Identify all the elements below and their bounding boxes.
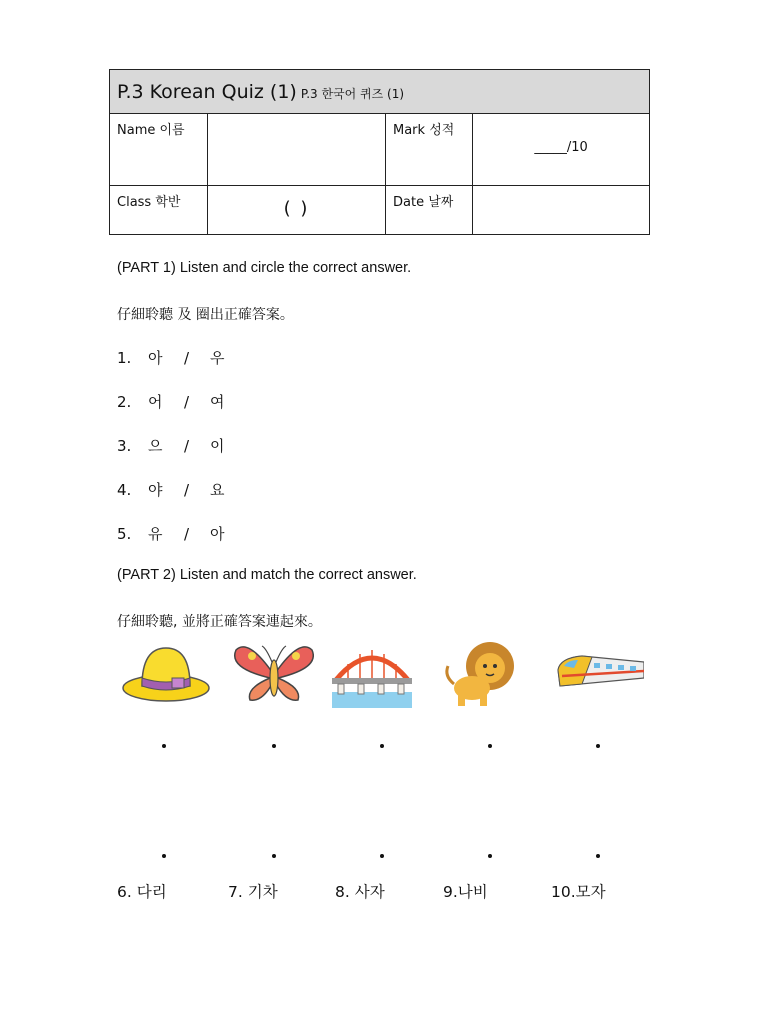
option-b[interactable]: 아 bbox=[210, 525, 225, 543]
question-number: 3. bbox=[117, 437, 132, 455]
match-dot-top-3[interactable] bbox=[380, 744, 384, 748]
option-a[interactable]: 유 bbox=[148, 525, 163, 543]
match-dot-top-1[interactable] bbox=[162, 744, 166, 748]
match-dot-bottom-4[interactable] bbox=[488, 854, 492, 858]
date-label: Date 날짜 bbox=[386, 186, 473, 235]
name-label: Name 이름 bbox=[110, 114, 208, 186]
quiz-title: P.3 Korean Quiz (1) bbox=[117, 80, 297, 103]
separator: / bbox=[184, 393, 190, 411]
match-dot-bottom-2[interactable] bbox=[272, 854, 276, 858]
question-number: 5. bbox=[117, 525, 132, 543]
bridge-picture bbox=[332, 640, 424, 708]
option-a[interactable]: 아 bbox=[148, 349, 163, 367]
question-4 bbox=[117, 479, 225, 500]
train-picture bbox=[552, 640, 644, 708]
part1-instruction: (PART 1) Listen and circle the correct answer. bbox=[117, 260, 412, 276]
question-3 bbox=[117, 435, 225, 456]
class-field[interactable] bbox=[208, 186, 386, 235]
option-a[interactable]: 야 bbox=[148, 481, 163, 499]
part2-instruction: (PART 2) Listen and match the correct answer. bbox=[117, 567, 417, 583]
option-b[interactable]: 요 bbox=[210, 481, 225, 499]
answer-7: 7. 기차 bbox=[228, 883, 278, 901]
question-1 bbox=[117, 347, 225, 368]
separator: / bbox=[184, 481, 190, 499]
option-a[interactable]: 으 bbox=[148, 437, 163, 455]
option-a[interactable]: 어 bbox=[148, 393, 163, 411]
match-dot-top-4[interactable] bbox=[488, 744, 492, 748]
date-field[interactable] bbox=[473, 186, 650, 235]
mark-field[interactable] bbox=[473, 114, 650, 186]
question-5 bbox=[117, 523, 225, 544]
separator: / bbox=[184, 349, 190, 367]
separator: / bbox=[184, 437, 190, 455]
question-number: 1. bbox=[117, 349, 132, 367]
match-dot-bottom-5[interactable] bbox=[596, 854, 600, 858]
part2-instruction-zh: 仔細聆聽, 並將正確答案連起來。 bbox=[117, 614, 322, 630]
match-dot-top-2[interactable] bbox=[272, 744, 276, 748]
mark-label: Mark 성적 bbox=[386, 114, 473, 186]
separator: / bbox=[184, 525, 190, 543]
hat-picture bbox=[120, 640, 212, 708]
question-2 bbox=[117, 391, 225, 412]
header-table bbox=[109, 69, 650, 235]
title-cell bbox=[110, 70, 650, 114]
option-b[interactable]: 우 bbox=[210, 349, 225, 367]
butterfly-picture bbox=[228, 640, 320, 708]
class-label: Class 학반 bbox=[110, 186, 208, 235]
match-dot-bottom-1[interactable] bbox=[162, 854, 166, 858]
quiz-title-korean: P.3 한국어 퀴즈 (1) bbox=[300, 86, 405, 101]
match-dot-top-5[interactable] bbox=[596, 744, 600, 748]
option-b[interactable]: 여 bbox=[210, 393, 225, 411]
part1-instruction-zh: 仔細聆聽 及 圈出正確答案。 bbox=[117, 307, 294, 323]
question-number: 2. bbox=[117, 393, 132, 411]
answer-6: 6. 다리 bbox=[117, 883, 167, 901]
answer-8: 8. 사자 bbox=[335, 883, 385, 901]
match-dot-bottom-3[interactable] bbox=[380, 854, 384, 858]
mark-value: _____/10 bbox=[534, 140, 588, 155]
picture-row bbox=[0, 640, 768, 710]
lion-picture bbox=[440, 640, 532, 708]
option-b[interactable]: 이 bbox=[210, 437, 225, 455]
answer-9: 9.나비 bbox=[443, 883, 488, 901]
name-field[interactable] bbox=[208, 114, 386, 186]
question-number: 4. bbox=[117, 481, 132, 499]
class-number-paren: ( ) bbox=[283, 198, 310, 219]
answer-10: 10.모자 bbox=[551, 883, 606, 901]
